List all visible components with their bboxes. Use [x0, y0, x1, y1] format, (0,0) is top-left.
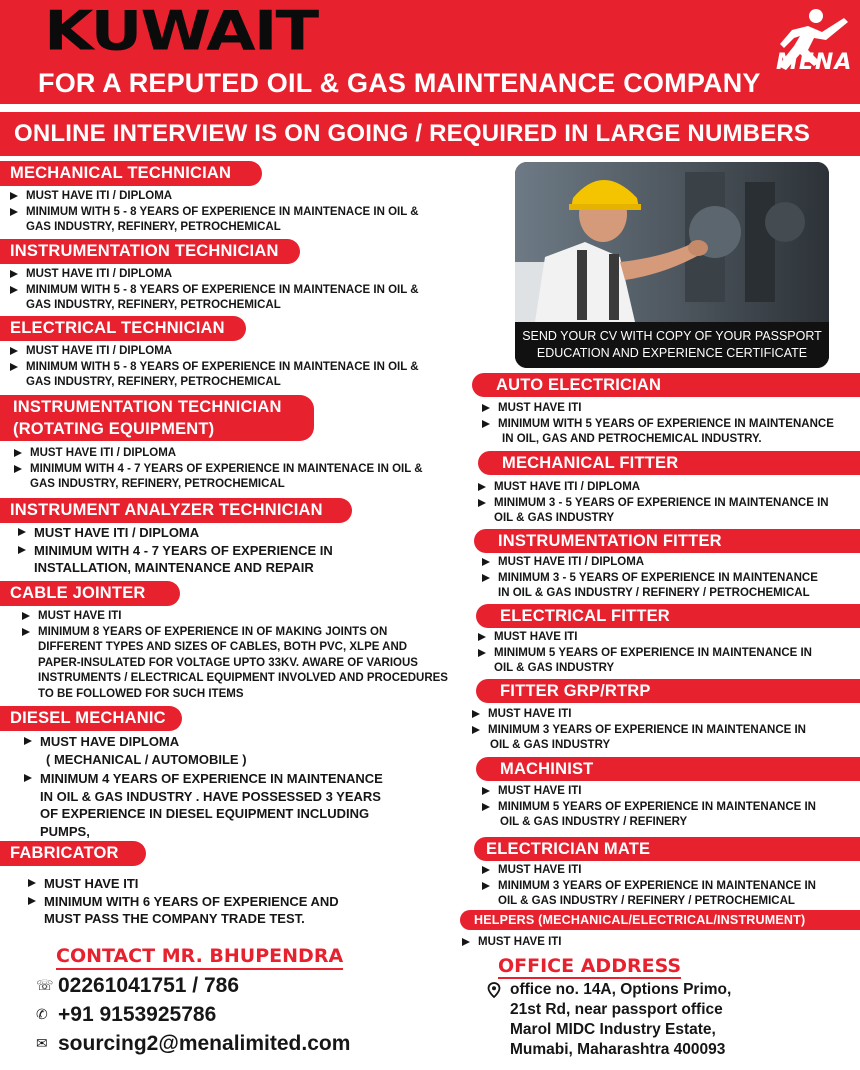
- list-item: MINIMUM WITH 5 - 8 YEARS OF EXPERIENCE IN MAINTENACE IN OIL &: [8, 360, 419, 376]
- caption-line: EDUCATION AND EXPERIENCE CERTIFICATE: [536, 346, 808, 360]
- list-item: MUST HAVE ITI / DIPLOMA: [8, 189, 419, 205]
- list-item-continued: IN OIL, GAS AND PETROCHEMICAL INDUSTRY.: [502, 433, 762, 445]
- list-item: MUST HAVE ITI: [476, 630, 812, 646]
- address-line: office no. 14A, Options Primo,: [510, 981, 732, 998]
- list-item: MUST HAVE DIPLOMA: [22, 733, 383, 751]
- list-item: MINIMUM 8 YEARS OF EXPERIENCE IN OF MAKING JOINTS ON: [20, 625, 448, 641]
- job-requirements: [480, 555, 818, 602]
- list-item: MUST HAVE ITI: [480, 401, 834, 417]
- job-requirements: [20, 609, 448, 702]
- list-item-continued: OIL & GAS INDUSTRY / REFINERY / PETROCHEMICAL: [498, 895, 795, 907]
- list-item: MINIMUM 3 YEARS OF EXPERIENCE IN MAINTENANCE IN: [470, 723, 806, 739]
- office-address: [486, 980, 731, 1060]
- list-item-continued: GAS INDUSTRY, REFINERY, PETROCHEMICAL: [26, 221, 281, 233]
- job-title-mechanical-technician: MECHANICAL TECHNICIAN: [0, 161, 262, 186]
- address-line: Mumabi, Maharashtra 400093: [510, 1041, 726, 1058]
- job-requirements: [480, 401, 834, 448]
- job-title-instrumentation-technician: INSTRUMENTATION TECHNICIAN: [0, 239, 300, 264]
- list-item: MINIMUM 5 YEARS OF EXPERIENCE IN MAINTENANCE IN: [476, 646, 812, 662]
- list-item-continued: IN OIL & GAS INDUSTRY / REFINERY / PETROCHEMICAL: [498, 587, 810, 599]
- list-item-continued: IN OIL & GAS INDUSTRY . HAVE POSSESSED 3 YEARS: [40, 788, 381, 804]
- list-item: MINIMUM 3 YEARS OF EXPERIENCE IN MAINTENANCE IN: [480, 879, 816, 895]
- job-requirements: [12, 446, 423, 493]
- job-title-machinist: MACHINIST: [476, 757, 860, 781]
- list-item: MINIMUM WITH 5 - 8 YEARS OF EXPERIENCE IN MAINTENACE IN OIL &: [8, 205, 419, 221]
- contact-phone: [36, 974, 239, 998]
- list-item-continued: DIFFERENT TYPES AND SIZES OF CABLES, BOTH PVC, XLPE AND: [38, 641, 408, 653]
- office-heading: OFFICE ADDRESS: [498, 955, 682, 977]
- contact-heading: CONTACT MR. BHUPENDRA: [56, 945, 343, 970]
- list-item-continued: MUST PASS THE COMPANY TRADE TEST.: [44, 911, 305, 926]
- list-item: MUST HAVE ITI: [20, 609, 448, 625]
- list-item-continued: INSTALLATION, MAINTENANCE AND REPAIR: [34, 560, 314, 575]
- address-line: Marol MIDC Industry Estate,: [510, 1021, 716, 1038]
- phone-number: 02261041751 / 786: [58, 974, 240, 997]
- job-requirements: [480, 863, 816, 910]
- caption-line: SEND YOUR CV WITH COPY OF YOUR PASSPORT: [522, 329, 822, 343]
- job-title-mechanical-fitter: MECHANICAL FITTER: [478, 451, 860, 475]
- list-item: MUST HAVE ITI: [470, 707, 806, 723]
- job-requirements: [8, 267, 419, 314]
- list-item: MUST HAVE ITI: [480, 863, 816, 879]
- list-item: MUST HAVE ITI / DIPLOMA: [476, 480, 829, 496]
- job-title-fitter-grp-rtrp: FITTER GRP/RTRP: [476, 679, 860, 703]
- list-item: MINIMUM WITH 4 - 7 YEARS OF EXPERIENCE IN MAINTENACE IN OIL &: [12, 462, 423, 478]
- interview-banner: ONLINE INTERVIEW IS ON GOING / REQUIRED IN LARGE NUMBERS: [0, 112, 860, 156]
- list-item-continued: INSTRUMENTS / ELECTRICAL EQUIPMENT INVOLVED AND PROCEDURES: [38, 672, 448, 684]
- job-title-instrumentation-fitter: INSTRUMENTATION FITTER: [474, 529, 860, 553]
- list-item: MUST HAVE ITI / DIPLOMA: [12, 446, 423, 462]
- photo-caption: [515, 328, 829, 362]
- list-item: MINIMUM 5 YEARS OF EXPERIENCE IN MAINTENANCE IN: [480, 800, 816, 816]
- job-title-electrical-fitter: ELECTRICAL FITTER: [476, 604, 860, 628]
- list-item: MINIMUM WITH 6 YEARS OF EXPERIENCE AND: [26, 893, 339, 911]
- address-line: 21st Rd, near passport office: [510, 1001, 723, 1018]
- list-item-continued: OIL & GAS INDUSTRY: [490, 739, 611, 751]
- list-item: MINIMUM WITH 5 YEARS OF EXPERIENCE IN MAINTENANCE: [480, 417, 834, 433]
- list-item: MINIMUM 3 - 5 YEARS OF EXPERIENCE IN MAINTENANCE: [480, 571, 818, 587]
- job-title-line2: (ROTATING EQUIPMENT): [13, 420, 215, 438]
- job-title-line1: INSTRUMENTATION TECHNICIAN: [13, 398, 282, 416]
- list-item-continued: OIL & GAS INDUSTRY: [494, 512, 615, 524]
- whatsapp-number: +91 9153925786: [58, 1003, 217, 1026]
- job-title-electrician-mate: ELECTRICIAN MATE: [474, 837, 860, 861]
- job-requirements: [16, 524, 333, 577]
- email-address: sourcing2@menalimited.com: [58, 1032, 351, 1055]
- job-requirements: [26, 875, 339, 928]
- list-item: MUST HAVE ITI / DIPLOMA: [8, 344, 419, 360]
- contact-email: [36, 1032, 350, 1056]
- list-item: MUST HAVE ITI / DIPLOMA: [8, 267, 419, 283]
- list-item-continued: PUMPS,: [40, 823, 90, 839]
- list-item-continued: GAS INDUSTRY, REFINERY, PETROCHEMICAL: [26, 299, 281, 311]
- job-requirements: [476, 480, 829, 527]
- list-item: MINIMUM WITH 4 - 7 YEARS OF EXPERIENCE IN: [16, 542, 333, 560]
- list-item-continued: ( MECHANICAL / AUTOMOBILE ): [46, 751, 247, 767]
- list-item-continued: GAS INDUSTRY, REFINERY, PETROCHEMICAL: [30, 478, 285, 490]
- phone-icon: ☏: [36, 977, 54, 993]
- list-item: MINIMUM WITH 5 - 8 YEARS OF EXPERIENCE IN MAINTENACE IN OIL &: [8, 283, 419, 299]
- list-item: MUST HAVE ITI / DIPLOMA: [480, 555, 818, 571]
- country-title: KUWAIT: [44, 0, 318, 64]
- job-title-instrument-analyzer-technician: INSTRUMENT ANALYZER TECHNICIAN: [0, 498, 352, 523]
- job-title-diesel-mechanic: DIESEL MECHANIC: [0, 706, 182, 731]
- whatsapp-icon: ✆: [36, 1006, 48, 1022]
- job-title-instrumentation-rotating: [0, 395, 314, 441]
- list-item-continued: PAPER-INSULATED FOR VOLTAGE UPTO 33KV. AWARE OF VARIOUS: [38, 656, 418, 669]
- job-requirements: [22, 733, 383, 840]
- header-band: [0, 0, 860, 104]
- list-item-continued: OF EXPERIENCE IN DIESEL EQUIPMENT INCLUDING: [40, 806, 370, 821]
- job-requirements: [8, 344, 419, 391]
- job-requirements: [470, 707, 806, 754]
- job-requirements: [460, 935, 561, 951]
- job-requirements: [476, 630, 812, 677]
- location-pin-icon: [486, 982, 502, 998]
- company-subtitle: FOR A REPUTED OIL & GAS MAINTENANCE COMPANY: [38, 68, 761, 98]
- list-item: MUST HAVE ITI: [26, 875, 339, 893]
- job-requirements: [8, 189, 419, 236]
- list-item-continued: OIL & GAS INDUSTRY / REFINERY: [500, 816, 688, 828]
- job-title-helpers: HELPERS (MECHANICAL/ELECTRICAL/INSTRUMENT): [460, 910, 860, 930]
- list-item: MINIMUM 3 - 5 YEARS OF EXPERIENCE IN MAINTENANCE IN: [476, 496, 829, 512]
- job-title-fabricator: FABRICATOR: [0, 841, 146, 866]
- list-item-continued: OIL & GAS INDUSTRY: [494, 662, 615, 674]
- job-title-cable-jointer: CABLE JOINTER: [0, 581, 180, 606]
- list-item: MUST HAVE ITI: [460, 935, 561, 951]
- list-item-continued: GAS INDUSTRY, REFINERY, PETROCHEMICAL: [26, 376, 281, 388]
- contact-whatsapp: [36, 1003, 216, 1027]
- list-item-continued: TO BE FOLLOWED FOR SUCH ITEMS: [38, 687, 244, 700]
- email-icon: ✉: [36, 1035, 48, 1051]
- list-item: MUST HAVE ITI: [480, 784, 816, 800]
- logo-text: MENA: [776, 50, 853, 75]
- job-title-auto-electrician: AUTO ELECTRICIAN: [472, 373, 860, 397]
- worker-photo: [515, 162, 829, 368]
- job-title-electrical-technician: ELECTRICAL TECHNICIAN: [0, 316, 246, 341]
- list-item: MINIMUM 4 YEARS OF EXPERIENCE IN MAINTENANCE: [22, 770, 383, 788]
- job-requirements: [480, 784, 816, 831]
- list-item: MUST HAVE ITI / DIPLOMA: [16, 524, 333, 542]
